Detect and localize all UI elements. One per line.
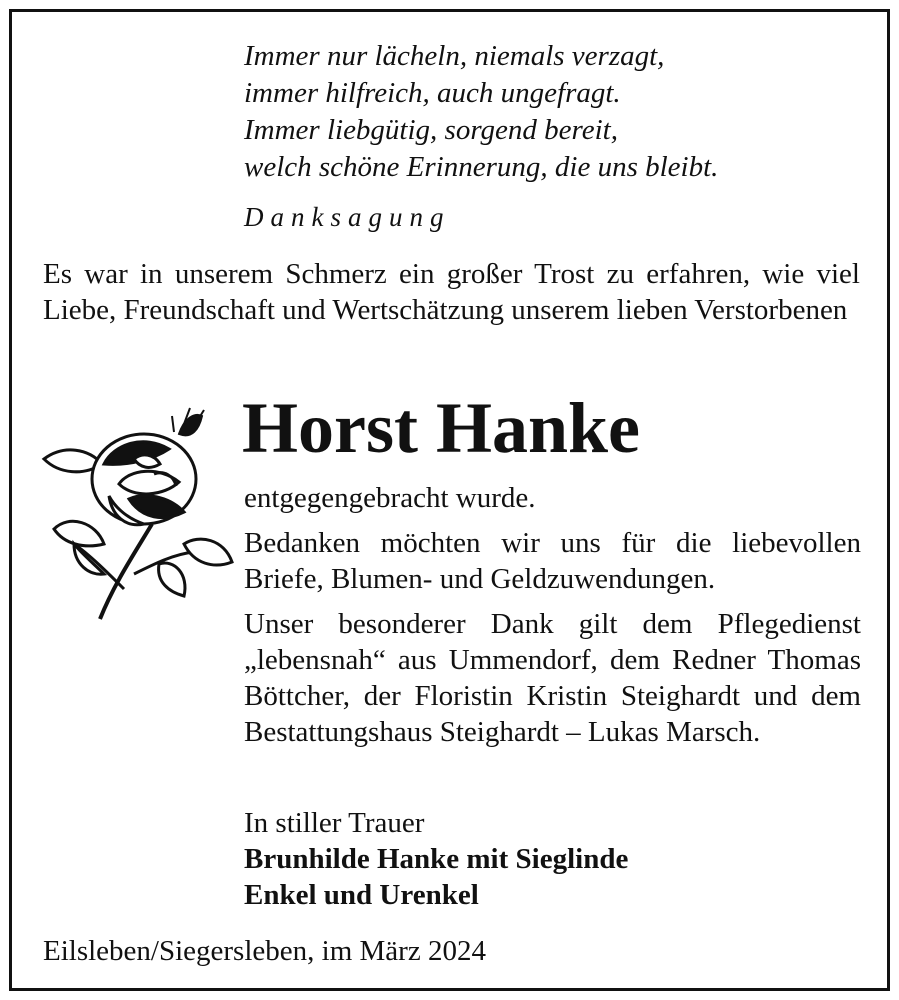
obituary-frame bbox=[9, 9, 890, 991]
signoff-intro: In stiller Trauer bbox=[244, 807, 425, 839]
body-paragraph: Bedanken möchten wir uns für die liebevollen Briefe, Blumen- und Geldzuwendungen. bbox=[244, 527, 861, 595]
danksagung-heading: Danksagung bbox=[244, 202, 451, 232]
deceased-name: Horst Hanke bbox=[242, 388, 641, 468]
rose-icon bbox=[34, 404, 234, 629]
body-paragraph: entgegengebracht wurde. bbox=[244, 482, 536, 514]
poem-line: welch schöne Erinnerung, die uns bleibt. bbox=[244, 151, 719, 183]
poem-line: Immer liebgütig, sorgend bereit, bbox=[244, 114, 618, 146]
family-names-secondary: Enkel und Urenkel bbox=[244, 879, 479, 911]
poem-line: immer hilfreich, auch ungefragt. bbox=[244, 77, 621, 109]
thanks-body bbox=[244, 480, 861, 759]
signoff bbox=[244, 805, 861, 913]
poem bbox=[244, 38, 864, 186]
family-names: Brunhilde Hanke mit Sieglinde bbox=[244, 843, 629, 875]
body-paragraph: Unser besonderer Dank gilt dem Pflegedienst „lebensnah“ aus Ummendorf, dem Redner Thomas Böttcher, der Floristin Kristin Steighardt und dem Bestattungshaus Steighardt – Lukas Marsch. bbox=[244, 608, 861, 748]
poem-line: Immer nur lächeln, niemals verzagt, bbox=[244, 40, 665, 72]
intro-text: Es war in unserem Schmerz ein großer Trost zu erfahren, wie viel Liebe, Freundschaft und Wertschätzung unserem lieben Verstorbenen bbox=[43, 258, 860, 326]
place-date: Eilsleben/Siegersleben, im März 2024 bbox=[43, 935, 486, 967]
